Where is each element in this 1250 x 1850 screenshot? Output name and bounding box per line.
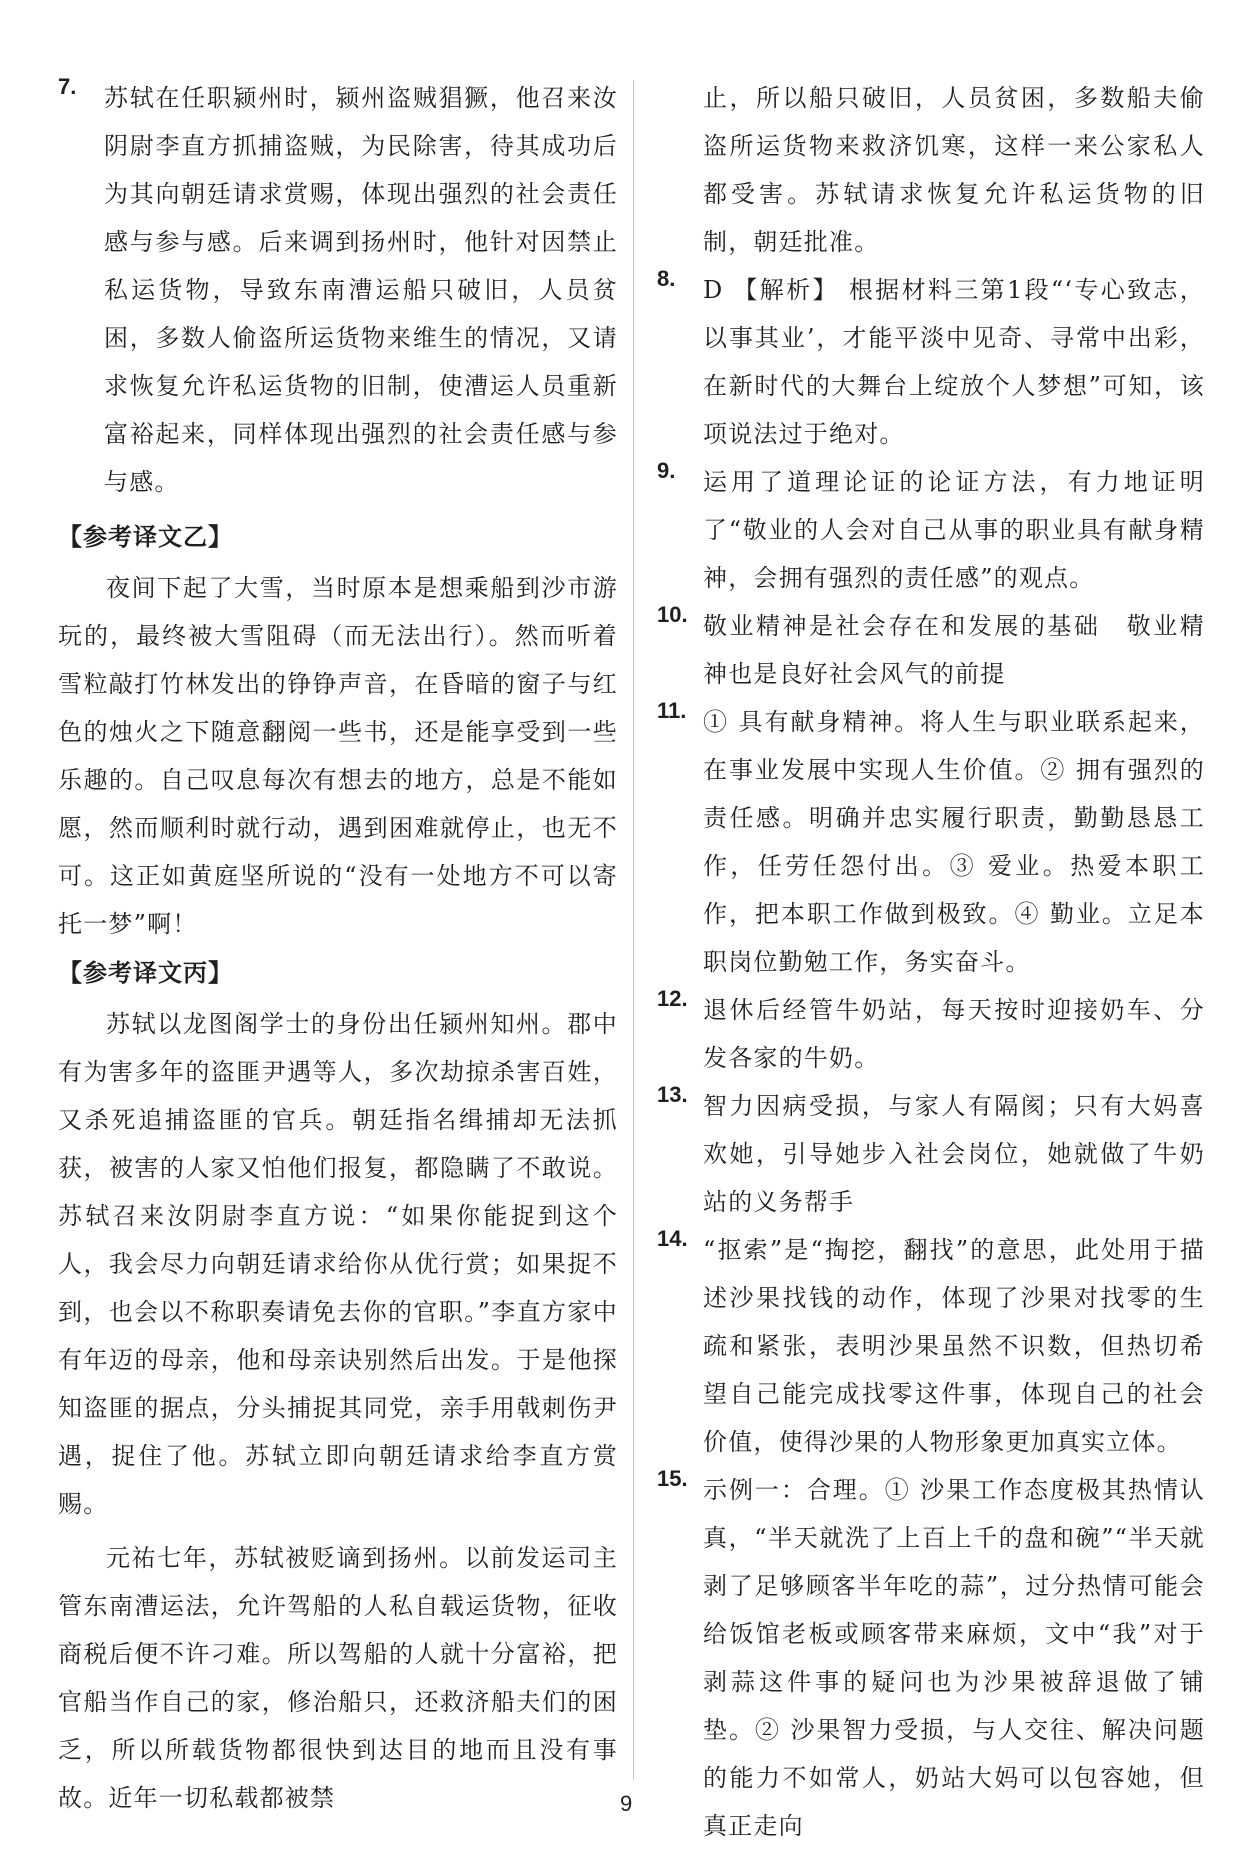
- translation-yi-heading: 【参考译文乙】: [58, 524, 233, 551]
- answer-13: [657, 1082, 1205, 1226]
- translation-bing-paragraph-2: 元祐七年，苏轼被贬谪到扬州。以前发运司主管东南漕运法，允许驾船的人私自载运货物，征收商税后便不许刁难。所以驾船的人就十分富裕，把官船当作自己的家，修治船只，还救济船夫们的困乏，所以所载货物都很快到达目的地而且没有事故。近年一切私载都被禁: [58, 1544, 618, 1812]
- answer-text: 智力因病受损，与家人有隔阂；只有大妈喜欢她，引导她步入社会岗位，她就做了牛奶站的义务帮手: [703, 1092, 1205, 1216]
- page-number: 9: [620, 1791, 633, 1816]
- question-number: 15.: [657, 1466, 688, 1491]
- answer-text: 敬业精神是社会存在和发展的基础 敬业精神也是良好社会风气的前提: [703, 612, 1205, 688]
- question-number: 14.: [657, 1226, 688, 1251]
- question-number: 12.: [657, 986, 688, 1011]
- question-number: 10.: [657, 602, 688, 627]
- answer-14: [657, 1226, 1205, 1466]
- question-number: 8.: [657, 266, 676, 291]
- answer-11: [657, 698, 1205, 986]
- answer-8: [657, 266, 1205, 458]
- answer-text: 运用了道理论证的论证方法，有力地证明了“敬业的人会对自己从事的职业具有献身精神，会拥有强烈的责任感”的观点。: [703, 468, 1205, 592]
- answer-10: [657, 602, 1205, 698]
- column-divider: [633, 80, 634, 1780]
- question-number: 9.: [657, 458, 676, 483]
- answer-text: ① 具有献身精神。将人生与职业联系起来，在事业发展中实现人生价值。② 拥有强烈的责任感。明确并忠实履行职责，勤勤恳恳工作，任劳任怨付出。③ 爱业。热爱本职工作，把本职工作做到极致。④ 勤业。立足本职岗位勤勉工作，务实奋斗。: [703, 708, 1205, 976]
- question-number: 13.: [657, 1082, 688, 1107]
- translation-bing-heading: 【参考译文丙】: [58, 960, 233, 987]
- left-column: [58, 74, 618, 1822]
- answer-15: [657, 1466, 1205, 1850]
- answer-text: D 【解析】 根据材料三第1段“‘专心致志，以事其业’，才能平淡中见奇、寻常中出彩，在新时代的大舞台上绽放个人梦想”可知，该项说法过于绝对。: [703, 276, 1205, 448]
- question-number: 11.: [657, 698, 687, 723]
- continued-text: 止，所以船只破旧，人员贫困，多数船夫偷盗所运货物来救济饥寒，这样一来公家私人都受害。苏轼请求恢复允许私运货物的旧制，朝廷批准。: [703, 84, 1205, 256]
- answer-text: 苏轼在任职颍州时，颍州盗贼猖獗，他召来汝阴尉李直方抓捕盗贼，为民除害，待其成功后为其向朝廷请求赏赐，体现出强烈的社会责任感与参与感。后来调到扬州时，他针对因禁止私运货物，导致东南漕运船只破旧，人员贫困，多数人偷盗所运货物来维生的情况，又请求恢复允许私运货物的旧制，使漕运人员重新富裕起来，同样体现出强烈的社会责任感与参与感。: [104, 84, 618, 496]
- question-number: 7.: [58, 74, 77, 99]
- right-column: [657, 74, 1205, 1850]
- answer-text: 示例一：合理。① 沙果工作态度极其热情认真，“半天就洗了上百上千的盘和碗”“半天就剥了足够顾客半年吃的蒜”，过分热情可能会给饭馆老板或顾客带来麻烦，文中“我”对于剥蒜这件事的疑问也为沙果被辞退做了铺垫。② 沙果智力受损，与人交往、解决问题的能力不如常人，奶站大妈可以包容她，但真正走向: [703, 1476, 1205, 1840]
- translation-yi-text: 夜间下起了大雪，当时原本是想乘船到沙市游玩的，最终被大雪阻碍（而无法出行）。然而听着雪粒敲打竹林发出的铮铮声音，在昏暗的窗子与红色的烛火之下随意翻阅一些书，还是能享受到一些乐趣的。自己叹息每次有想去的地方，总是不能如愿，然而顺利时就行动，遇到困难就停止，也无不可。这正如黄庭坚所说的“没有一处地方不可以寄托一梦”啊！: [58, 574, 618, 938]
- answer-9: [657, 458, 1205, 602]
- answer-text: 退休后经管牛奶站，每天按时迎接奶车、分发各家的牛奶。: [703, 996, 1205, 1072]
- answer-text: “抠索”是“掏挖，翻找”的意思，此处用于描述沙果找钱的动作，体现了沙果对找零的生疏和紧张，表明沙果虽然不识数，但热切希望自己能完成找零这件事，体现自己的社会价值，使得沙果的人物形象更加真实立体。: [703, 1236, 1205, 1456]
- translation-bing-paragraph-1: 苏轼以龙图阁学士的身份出任颍州知州。郡中有为害多年的盗匪尹遇等人，多次劫掠杀害百姓，又杀死追捕盗匪的官兵。朝廷指名缉捕却无法抓获，被害的人家又怕他们报复，都隐瞒了不敢说。苏轼召来汝阴尉李直方说：“如果你能捉到这个人，我会尽力向朝廷请求给你从优行赏；如果捉不到，也会以不称职奏请免去你的官职。”李直方家中有年迈的母亲，他和母亲诀别然后出发。于是他探知盗匪的据点，分头捕捉其同党，亲手用戟刺伤尹遇，捉住了他。苏轼立即向朝廷请求给李直方赏赐。: [58, 1010, 618, 1518]
- answer-12: [657, 986, 1205, 1082]
- answer-7: [58, 74, 618, 506]
